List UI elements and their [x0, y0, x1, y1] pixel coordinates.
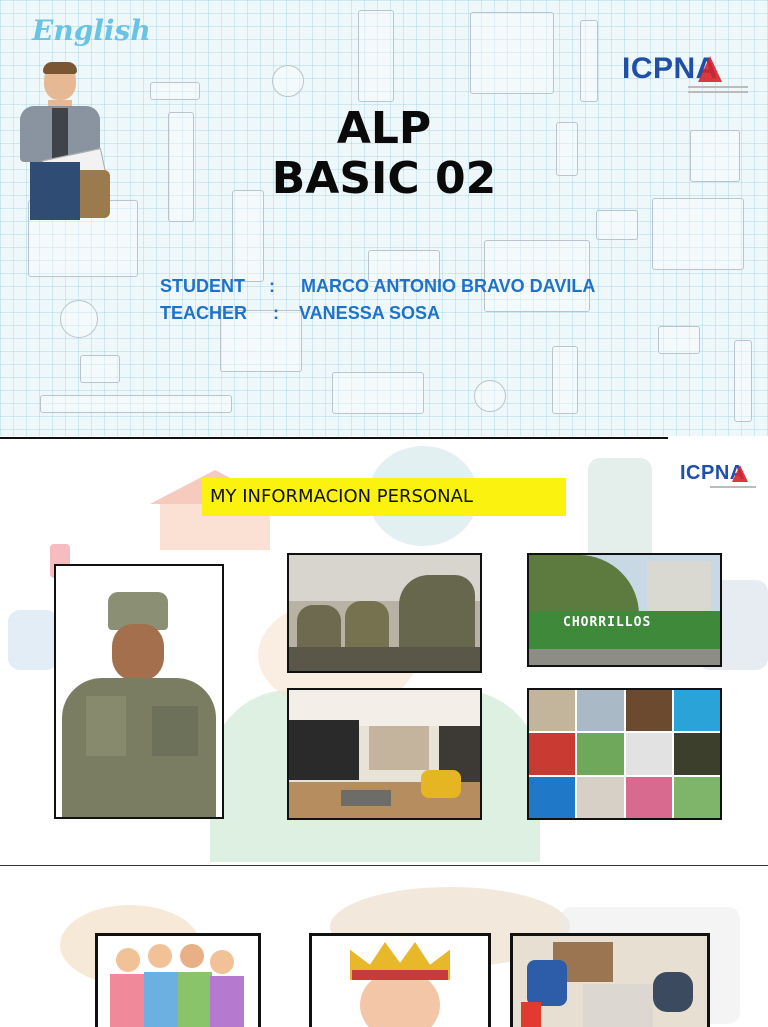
section-heading-box: [202, 478, 566, 516]
ruler-sketch-3: [552, 346, 578, 414]
title-line-2: BASIC 02: [271, 153, 497, 204]
eraser-sketch: [150, 82, 200, 100]
sharpener-sketch: [80, 355, 120, 383]
scissors-sketch-3: [474, 380, 506, 412]
title-line-1: ALP: [336, 103, 432, 154]
student-label: STUDENT: [160, 276, 245, 296]
section-heading: MY INFORMACION PERSONAL: [210, 486, 473, 507]
notepad-sketch: [652, 198, 744, 270]
logo-flag-icon: [698, 56, 722, 82]
apartment-interior-photo: [287, 688, 482, 820]
icpna-logo-2-text: ICPNA: [680, 462, 745, 484]
person-left-illustration: [8, 610, 58, 670]
chorrillos-sign: CHORRILLOS: [563, 615, 652, 630]
ruler-sketch: [358, 10, 394, 102]
student-row: [160, 276, 595, 297]
icpna-logo-2: [680, 462, 748, 485]
soldiers-workplace-photo: [287, 553, 482, 673]
sports-collage-photo: [527, 688, 722, 820]
scissors-sketch: [272, 65, 304, 97]
baby-crown-photo: [309, 933, 491, 1027]
logo-subtext: [688, 86, 748, 93]
student-separator: :: [269, 276, 275, 296]
student-name: MARCO ANTONIO BRAVO DAVILA: [301, 276, 596, 296]
logo-2-subtext: [710, 486, 756, 488]
long-pencil-sketch: [40, 395, 232, 413]
teacher-row: [160, 303, 440, 324]
triangle-ruler-sketch: [332, 372, 424, 414]
teacher-label: TEACHER: [160, 303, 248, 323]
icpna-logo-text: ICPNA: [622, 52, 718, 85]
eraser-sketch-2: [596, 210, 638, 240]
teacher-name: VANESSA SOSA: [299, 303, 441, 323]
title-slide: [0, 0, 768, 436]
slide-divider-1: [0, 437, 668, 439]
teacher-separator: :: [273, 303, 280, 323]
icpna-logo: [622, 52, 722, 86]
eraser-sketch-3: [658, 326, 700, 354]
soldier-portrait-photo: [54, 564, 224, 819]
chorrillos-district-photo: [527, 553, 722, 667]
pencil-sketch-3: [580, 20, 598, 102]
bedroom-photo: [510, 933, 710, 1027]
slide-divider-2: [0, 865, 768, 866]
scissors-sketch-2: [60, 300, 98, 338]
english-badge: English: [32, 14, 151, 47]
pencil-sketch-2: [734, 340, 752, 422]
family-cartoon-photo: [95, 933, 261, 1027]
box-sketch: [470, 12, 554, 94]
logo-flag-icon-2: [732, 465, 748, 482]
